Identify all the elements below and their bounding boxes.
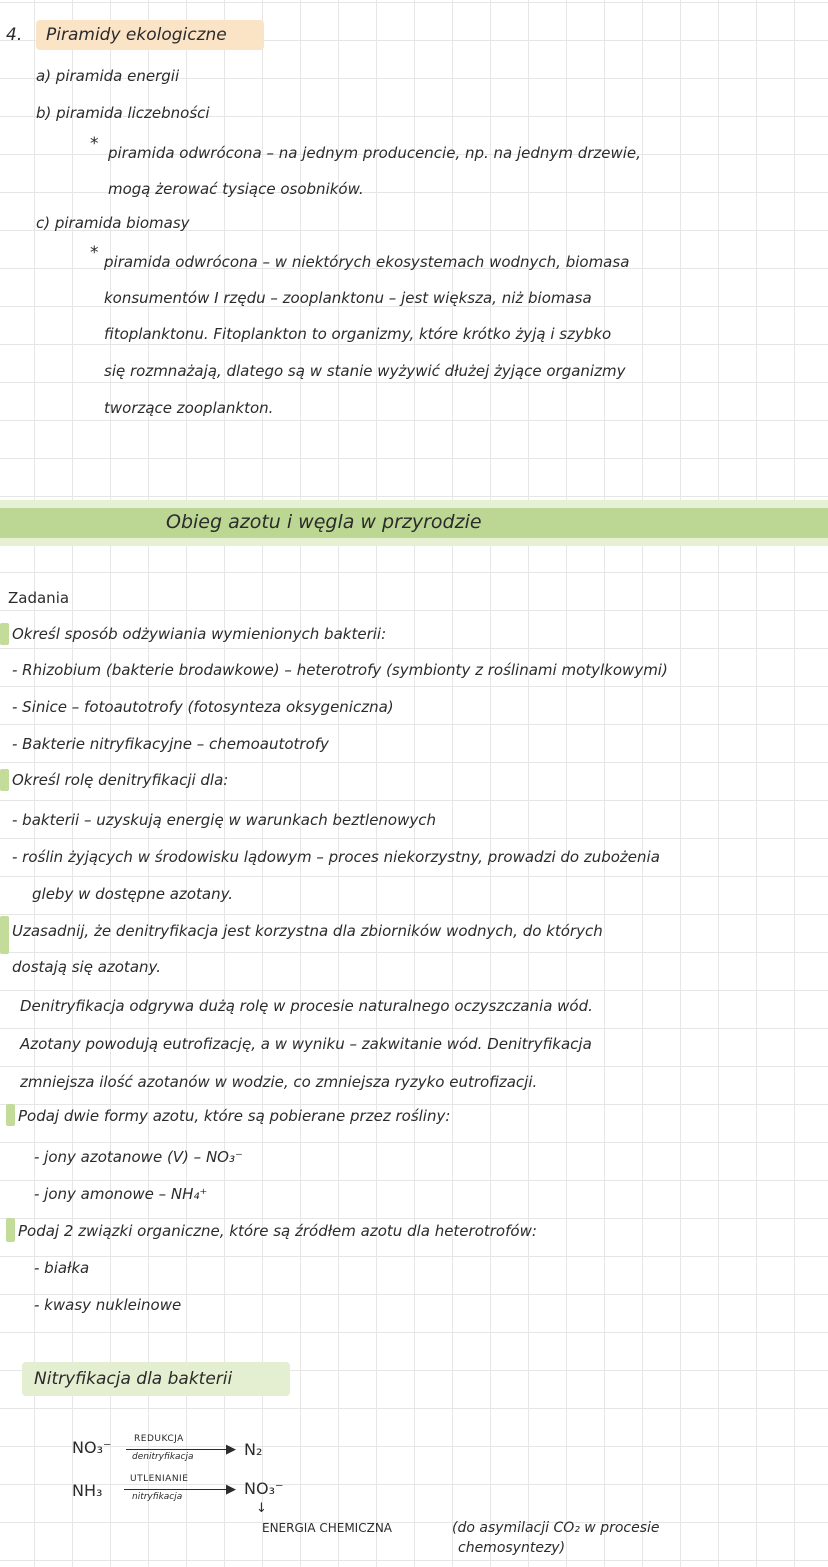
question-marker [6, 1104, 15, 1126]
question-3: Uzasadnij, że denitryfikacja jest korzystna dla zbiorników wodnych, do których [12, 922, 603, 940]
answer-line: - białka [34, 1259, 90, 1277]
nitrification-title: Nitryfikacja dla bakterii [34, 1369, 233, 1389]
product: NO₃⁻ [244, 1479, 284, 1498]
energy-note: (do asymilacji CO₂ w procesie [452, 1520, 660, 1536]
product: N₂ [244, 1440, 263, 1459]
arrow-line [126, 1449, 230, 1450]
arrow-label-top: UTLENIANIE [130, 1474, 189, 1484]
note-text: fitoplanktonu. Fitoplankton to organizmy, które krótko żyją i szybko [104, 325, 612, 343]
energy-label: ENERGIA CHEMICZNA [262, 1521, 393, 1535]
item-b: b) piramida liczebności [36, 104, 210, 122]
arrow-right-icon: ▶ [226, 1442, 236, 1457]
question-5: Podaj 2 związki organiczne, które są źródłem azotu dla heterotrofów: [18, 1222, 537, 1240]
note-text: tworzące zooplankton. [104, 399, 274, 417]
down-arrow-icon: ↓ [256, 1501, 267, 1516]
star-icon: * [90, 134, 99, 154]
section-title: Piramidy ekologiczne [46, 25, 227, 45]
arrow-label-bottom: nitryfikacja [132, 1492, 183, 1502]
note-text: mogą żerować tysiące osobników. [108, 180, 364, 198]
question-marker [0, 623, 9, 645]
question-marker [0, 916, 9, 954]
energy-note: chemosyntezy) [458, 1540, 566, 1556]
answer-line: - roślin żyjących w środowisku lądowym – proces niekorzystny, prowadzi do zubożenia [12, 848, 660, 866]
answer-line: - Sinice – fotoautotrofy (fotosynteza oksygeniczna) [12, 698, 394, 716]
tasks-heading: Zadania [8, 589, 70, 607]
answer-line: gleby w dostępne azotany. [32, 885, 234, 903]
answer-line: - kwasy nukleinowe [34, 1296, 182, 1314]
note-text: się rozmnażają, dlatego są w stanie wyżywić dłużej żyjące organizmy [104, 362, 626, 380]
note-text: piramida odwrócona – na jednym producencie, np. na jednym drzewie, [108, 144, 641, 162]
question-3-cont: dostają się azotany. [12, 958, 161, 976]
question-4: Podaj dwie formy azotu, które są pobierane przez rośliny: [18, 1107, 451, 1125]
arrow-line [124, 1489, 230, 1490]
note-text: piramida odwrócona – w niektórych ekosystemach wodnych, biomasa [104, 253, 630, 271]
question-marker [0, 769, 9, 791]
answer-line: - Bakterie nitryfikacyjne – chemoautotrofy [12, 735, 329, 753]
answer-line: zmniejsza ilość azotanów w wodzie, co zmniejsza ryzyko eutrofizacji. [20, 1073, 538, 1091]
answer-line: - jony amonowe – NH₄⁺ [34, 1185, 208, 1203]
question-marker [6, 1218, 15, 1242]
answer-line: - Rhizobium (bakterie brodawkowe) – heterotrofy (symbionty z roślinami motylkowymi) [12, 661, 668, 679]
question-2: Określ rolę denitryfikacji dla: [12, 771, 229, 789]
answer-line: Denitryfikacja odgrywa dużą rolę w procesie naturalnego oczyszczania wód. [20, 997, 593, 1015]
star-icon: * [90, 243, 99, 263]
question-1: Określ sposób odżywiania wymienionych bakterii: [12, 625, 387, 643]
item-a: a) piramida energii [36, 67, 180, 85]
arrow-label-bottom: denitryfikacja [132, 1452, 194, 1462]
arrow-label-top: REDUKCJA [134, 1434, 184, 1444]
item-c: c) piramida biomasy [36, 214, 190, 232]
arrow-right-icon: ▶ [226, 1482, 236, 1497]
answer-line: - jony azotanowe (V) – NO₃⁻ [34, 1148, 243, 1166]
note-text: konsumentów I rzędu – zooplanktonu – jest większa, niż biomasa [104, 289, 592, 307]
answer-line: - bakterii – uzyskują energię w warunkach beztlenowych [12, 811, 436, 829]
section-number: 4. [6, 25, 23, 45]
reactant: NO₃⁻ [72, 1438, 112, 1457]
banner-title: Obieg azotu i węgla w przyrodzie [166, 511, 482, 533]
reactant: NH₃ [72, 1481, 103, 1500]
answer-line: Azotany powodują eutrofizację, a w wyniku – zakwitanie wód. Denitryfikacja [20, 1035, 592, 1053]
